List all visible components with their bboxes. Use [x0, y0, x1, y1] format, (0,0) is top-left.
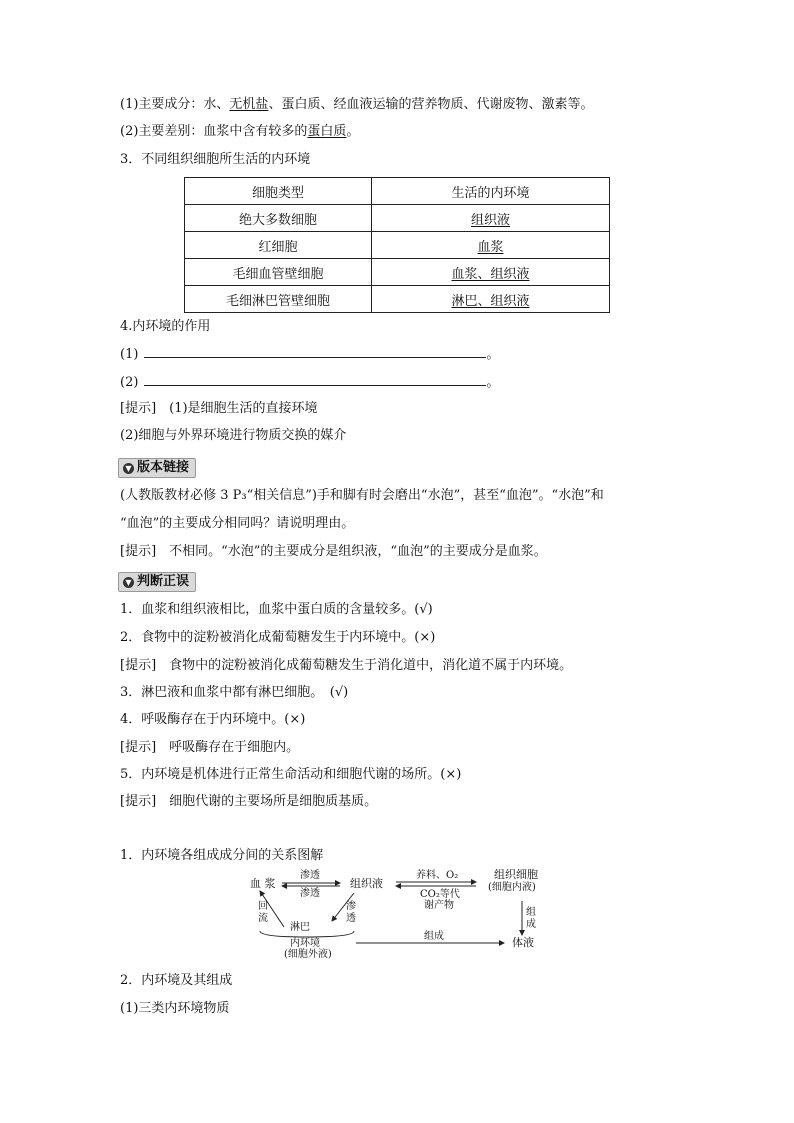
osmosis-label: 渗透	[300, 870, 320, 881]
tissue-cell-label: 组织细胞	[494, 868, 538, 881]
judgement-item: 5．内环境是机体进行正常生命活动和细胞代谢的场所。(×)	[120, 767, 462, 782]
backflow-label: 回	[258, 901, 268, 912]
chevron-down-icon: ▼	[123, 577, 134, 588]
intracellular-fluid-label: (细胞内液)	[488, 882, 536, 893]
true-false-badge: ▼ 判断正误	[118, 572, 196, 592]
protein-answer: 蛋白质	[307, 124, 347, 139]
link-answer-line: [提示] 不相同。“水泡”的主要成分是组织液，“血泡”的主要成分是血浆。	[120, 544, 547, 559]
seep-label: 透	[346, 913, 356, 924]
seep-label: 渗	[346, 901, 356, 912]
table-row	[185, 286, 610, 313]
backflow-label: 流	[258, 913, 268, 924]
judgement-item: 4．呼吸酶存在于内环境中。(×)	[120, 712, 306, 727]
nutrients-label: 养料、O₂	[416, 870, 459, 881]
link-question-line: (人教版教材必修 3 P₃“相关信息”)手和脚有时会磨出“水泡”，甚至“血泡”。“水泡”和	[120, 488, 604, 503]
body-fluid-label: 体液	[512, 936, 534, 949]
table-row	[185, 205, 610, 232]
osmosis-label: 渗透	[300, 888, 320, 899]
chevron-down-icon: ▼	[123, 463, 134, 474]
cell-environment-table	[184, 177, 610, 313]
judgement-item: 2．食物中的淀粉被消化成葡萄糖发生于内环境中。(×)	[120, 630, 436, 645]
inorganic-salt-answer: 无机盐	[229, 97, 269, 112]
table-cell: 毛细淋巴管壁细胞	[185, 286, 372, 313]
co2-label: 谢产物	[424, 900, 454, 911]
fill-blank-1: (1) 。	[120, 347, 500, 362]
compose-arrow-label: 组成	[424, 931, 444, 942]
judgement-hint: [提示] 细胞代谢的主要场所是细胞质基质。	[120, 794, 378, 809]
judgement-item: 1．血浆和组织液相比，血浆中蛋白质的含量较多。(√)	[120, 602, 433, 617]
blank-line	[144, 373, 486, 386]
table-cell: 淋巴、组织液	[372, 286, 610, 313]
table-cell: 血浆	[372, 232, 610, 259]
table-header: 生活的内环境	[372, 178, 610, 205]
table-row	[185, 232, 610, 259]
section-3-title: 3．不同组织细胞所生活的内环境	[120, 152, 311, 167]
link-question-line: “血泡”的主要成分相同吗？请说明理由。	[120, 516, 355, 531]
table-cell: 红细胞	[185, 232, 372, 259]
hint-line: [提示] (1)是细胞生活的直接环境	[120, 401, 318, 416]
compose-label: 成	[526, 919, 536, 930]
plasma-label: 血 浆	[250, 877, 276, 890]
hint-line: (2)细胞与外界环境进行物质交换的媒介	[120, 428, 347, 443]
extracellular-fluid-label: (细胞外液)	[284, 949, 332, 960]
compose-label: 组	[526, 907, 536, 918]
co2-label: CO₂等代	[420, 889, 460, 900]
table-cell: 毛细血管壁细胞	[185, 259, 372, 286]
judgement-item: 3．淋巴液和血浆中都有淋巴细胞。 (√)	[120, 685, 349, 700]
table-header: 细胞类型	[185, 178, 372, 205]
knowledge-subtitle: (1)三类内环境物质	[120, 1001, 230, 1016]
main-components-line: (1)主要成分：水、无机盐、蛋白质、经血液运输的营养物质、代谢废物、激素等。	[120, 97, 594, 112]
relationship-diagram	[246, 867, 546, 962]
tissue-fluid-label: 组织液	[350, 877, 383, 890]
knowledge-title-2: 2．内环境及其组成	[120, 973, 233, 988]
table-header-row	[185, 178, 610, 205]
table-cell: 血浆、组织液	[372, 259, 610, 286]
table-cell: 绝大多数细胞	[185, 205, 372, 232]
internal-environment-label: 内环境	[290, 938, 320, 949]
table-cell: 组织液	[372, 205, 610, 232]
fill-blank-2: (2) 。	[120, 375, 500, 390]
knowledge-title-1: 1．内环境各组成成分间的关系图解	[120, 848, 324, 863]
lymph-label: 淋巴	[290, 922, 310, 933]
blank-line	[144, 345, 486, 358]
section-4-title: 4.内环境的作用	[120, 319, 211, 334]
judgement-hint: [提示] 食物中的淀粉被消化成葡萄糖发生于消化道中，消化道不属于内环境。	[120, 658, 573, 673]
version-link-badge: ▼ 版本链接	[118, 458, 196, 478]
main-difference-line: (2)主要差别：血浆中含有较多的蛋白质。	[120, 124, 360, 139]
judgement-hint: [提示] 呼吸酶存在于细胞内。	[120, 740, 300, 755]
table-row	[185, 259, 610, 286]
